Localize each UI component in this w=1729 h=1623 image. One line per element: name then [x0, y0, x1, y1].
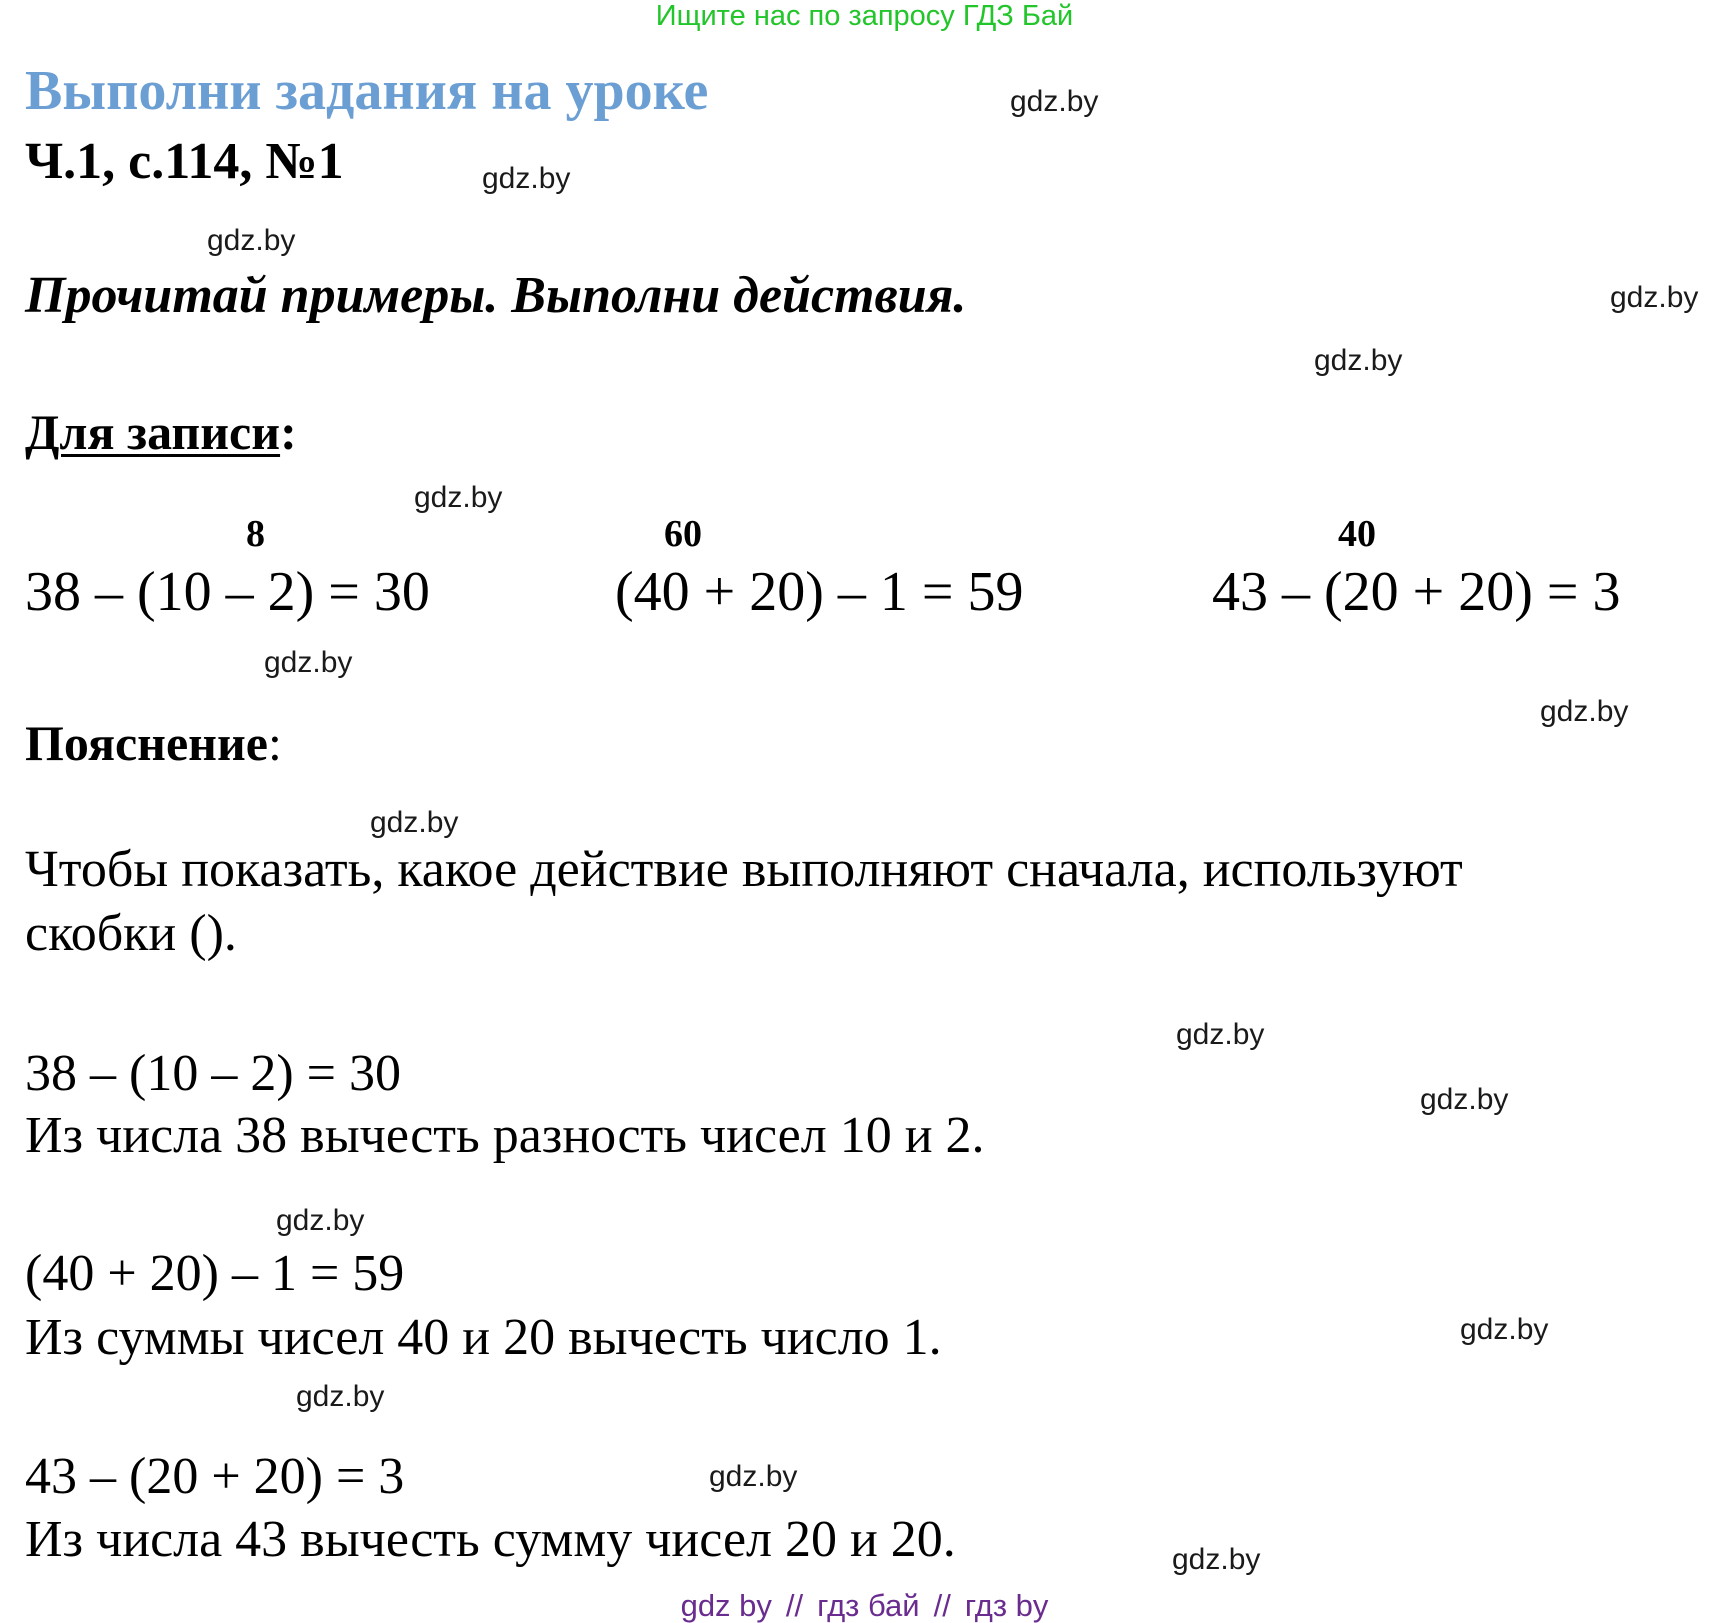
- explanation-expression-2: (40 + 20) – 1 = 59: [25, 1245, 405, 1302]
- page-heading: Выполни задания на уроке: [25, 60, 709, 122]
- watermark: gdz.by: [1460, 1313, 1549, 1346]
- watermark: gdz.by: [296, 1380, 385, 1413]
- explanation-text-3: Из числа 43 вычесть сумму чисел 20 и 20.: [25, 1511, 956, 1568]
- explanation-label: [25, 715, 282, 771]
- watermark: gdz.by: [207, 224, 296, 257]
- watermark: gdz.by: [370, 806, 459, 839]
- watermark: gdz.by: [1010, 85, 1099, 118]
- footer-link-gdz-by-cyr[interactable]: гдз by: [964, 1588, 1049, 1623]
- paragraph-line-1: Чтобы показать, какое действие выполняют сначала, используют: [25, 841, 1463, 898]
- paragraph-line-2: скобки ().: [25, 905, 237, 962]
- example-expression-3: 43 – (20 + 20) = 3: [1212, 561, 1621, 623]
- example-expression-2: (40 + 20) – 1 = 59: [615, 561, 1024, 623]
- top-banner: Ищите нас по запросу ГДЗ Бай: [655, 0, 1074, 32]
- footer-separator: //: [785, 1588, 804, 1623]
- task-statement: Прочитай примеры. Выполни действия.: [25, 267, 967, 324]
- intermediate-result-3: 40: [1338, 513, 1376, 555]
- footer-links: [0, 1590, 1729, 1621]
- watermark: gdz.by: [276, 1204, 365, 1237]
- watermark: gdz.by: [709, 1460, 798, 1493]
- explanation-expression-3: 43 – (20 + 20) = 3: [25, 1448, 405, 1505]
- footer-separator: //: [933, 1588, 951, 1623]
- intermediate-result-2: 60: [664, 513, 702, 555]
- explanation-label-colon: :: [268, 715, 282, 771]
- watermark: gdz.by: [414, 481, 503, 514]
- footer-link-gdz-bai[interactable]: гдз бай: [817, 1588, 920, 1623]
- footer-link-gdz-by[interactable]: gdz by: [680, 1588, 772, 1623]
- watermark: gdz.by: [264, 646, 353, 679]
- record-label: [25, 404, 297, 460]
- exercise-reference: Ч.1, с.114, №1: [25, 133, 344, 190]
- watermark: gdz.by: [1420, 1083, 1509, 1116]
- intermediate-result-1: 8: [246, 513, 265, 555]
- watermark: gdz.by: [1176, 1018, 1265, 1051]
- explanation-expression-1: 38 – (10 – 2) = 30: [25, 1045, 401, 1102]
- watermark: gdz.by: [1610, 281, 1699, 314]
- record-label-colon: :: [280, 404, 297, 460]
- example-expression-1: 38 – (10 – 2) = 30: [25, 561, 430, 623]
- explanation-text-1: Из числа 38 вычесть разность чисел 10 и 2.: [25, 1107, 985, 1164]
- watermark: gdz.by: [1172, 1543, 1261, 1576]
- explanation-label-text: Пояснение: [25, 715, 268, 771]
- watermark: gdz.by: [1314, 344, 1403, 377]
- explanation-paragraph: [25, 838, 1463, 966]
- record-label-text: Для записи: [25, 404, 281, 460]
- explanation-text-2: Из суммы чисел 40 и 20 вычесть число 1.: [25, 1309, 942, 1366]
- watermark: gdz.by: [482, 162, 571, 195]
- watermark: gdz.by: [1540, 695, 1629, 728]
